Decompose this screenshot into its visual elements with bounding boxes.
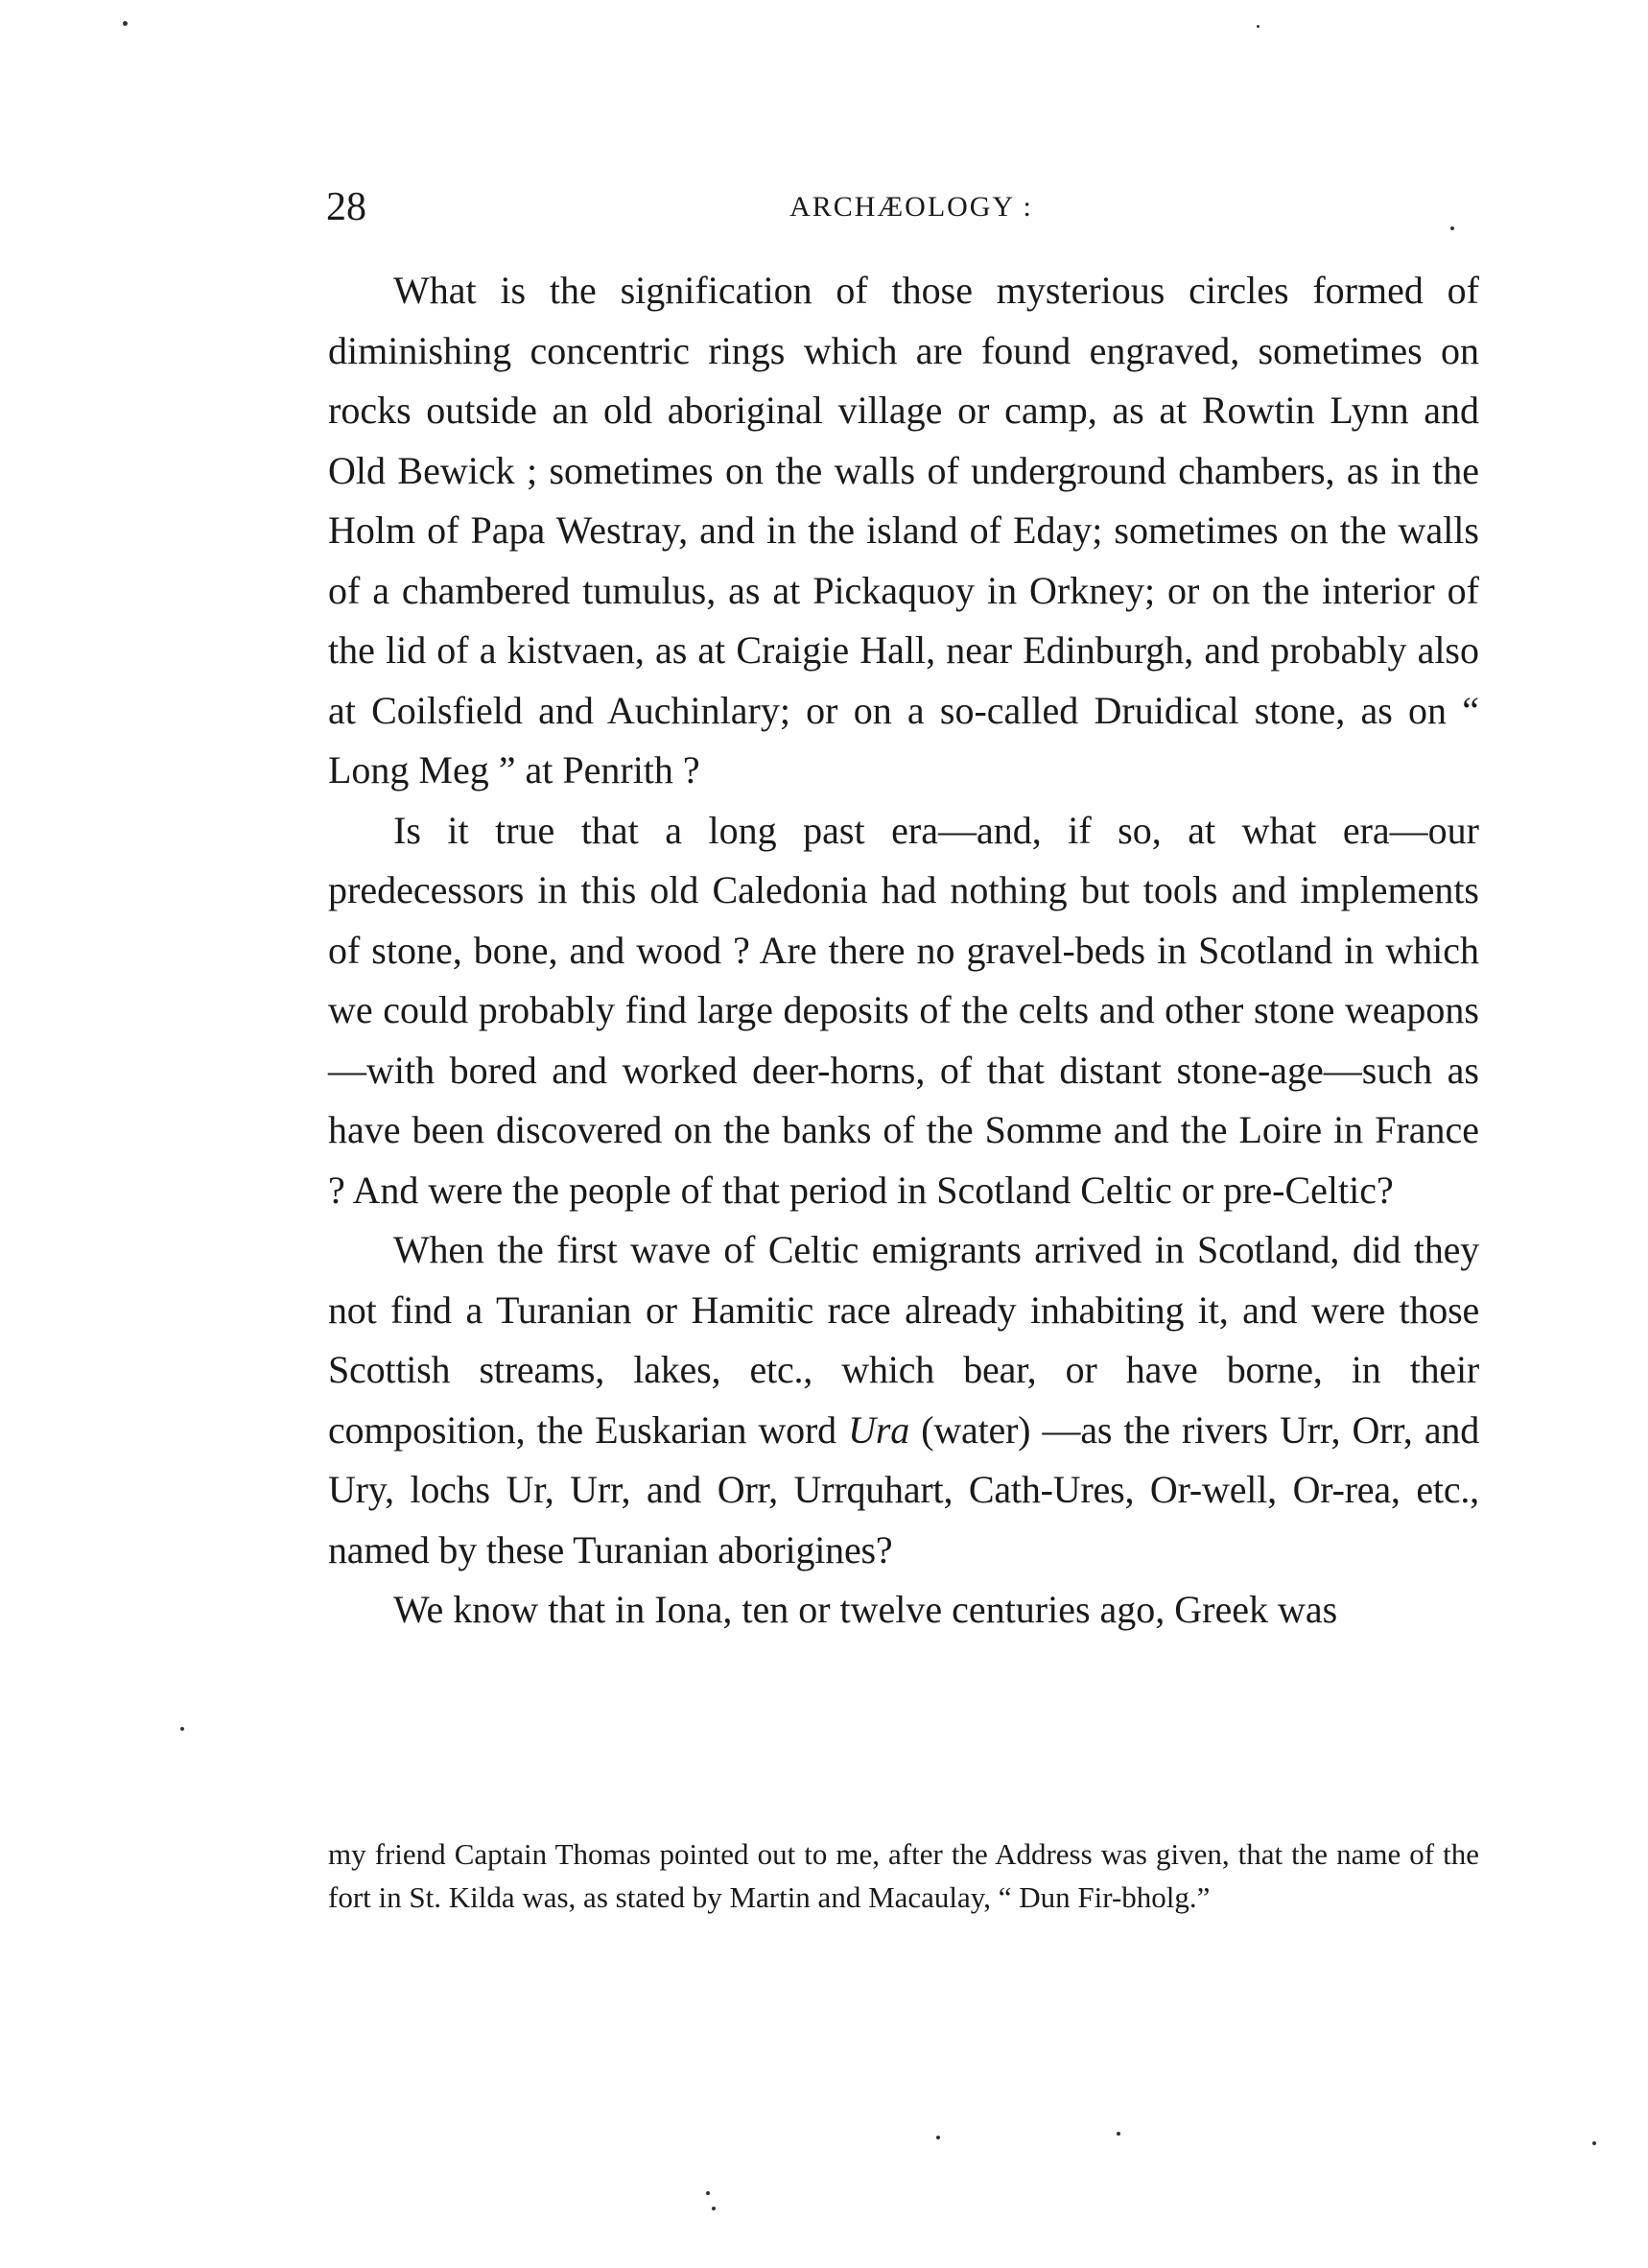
- paragraph-3-italic-word: Ura: [848, 1407, 909, 1452]
- paragraph-1-text: What is the signification of those mysterious circles formed of diminishing concentric rings which are found engraved, sometimes on rocks outside an old aboriginal village or camp, as at Rowtin Lynn and Old Bewick ; sometimes on the walls of underground chambers, as in the Holm of Papa Westray, and in the island of Eday; sometimes on the walls of a chambered tumulus, as at Pickaquoy in Orkney; or on the interior of the lid of a kistvaen, as at Craigie Hall, near Edinburgh, and probably also at Coilsfield and Auchinlary; or on a so-called Druidical stone, as on “ Long Meg ” at Penrith ?: [328, 269, 1479, 791]
- paragraph-2: [328, 801, 1479, 1221]
- paragraph-3-text-b: (water) —as the rivers Urr, Orr, and Ury, lochs Ur, Urr, and Orr, Urrquhart, Cath-Ures, Or-well, Or-rea, etc., named by these Turanian aborigines?: [328, 1407, 1479, 1571]
- page-number: 28: [326, 185, 366, 229]
- paragraph-4-text: We know that in Iona, ten or twelve centuries ago, Greek was: [393, 1588, 1338, 1631]
- running-title: ARCHÆOLOGY :: [789, 191, 1033, 223]
- footnote-text: my friend Captain Thomas pointed out to me, after the Address was given, that the name of the fort in St. Kilda was, as stated by Martin and Macaulay, “ Dun Fir-bholg.”: [328, 1837, 1479, 1914]
- scan-speck: [1257, 25, 1260, 28]
- paragraph-3-text-a: When the first wave of Celtic emigrants arrived in Scotland, did they not find a Turanian or Hamitic race already inhabiting it, and were those Scottish streams, lakes, etc., which bear, or have borne, in their composition, the Euskarian word: [328, 1228, 1479, 1452]
- scan-speck: [706, 2191, 710, 2195]
- scan-speck: [1450, 226, 1454, 230]
- scan-speck: [936, 2136, 940, 2139]
- paragraph-1: [328, 261, 1479, 801]
- paragraph-2-text: Is it true that a long past era—and, if so, at what era—our predecessors in this old Caledonia had nothing but tools and implements of stone, bone, and wood ? Are there no gravel-beds in Scotland in which we could probably find large deposits of the celts and other stone weapons—with bored and worked deer-horns, of that distant stone-age—such as have been discovered on the banks of the Somme and the Loire in France ? And were the people of that period in Scotland Celtic or pre-Celtic?: [328, 808, 1479, 1212]
- scan-speck: [1117, 2132, 1120, 2136]
- paragraph-4: [328, 1580, 1479, 1641]
- running-head: [326, 178, 1477, 236]
- body-text: [328, 261, 1479, 1641]
- scan-speck: [180, 1727, 184, 1731]
- paragraph-3: [328, 1220, 1479, 1580]
- footnote: [328, 1832, 1479, 1919]
- scan-speck: [1592, 2141, 1596, 2145]
- scan-speck: [123, 21, 128, 26]
- scan-speck: [712, 2207, 716, 2210]
